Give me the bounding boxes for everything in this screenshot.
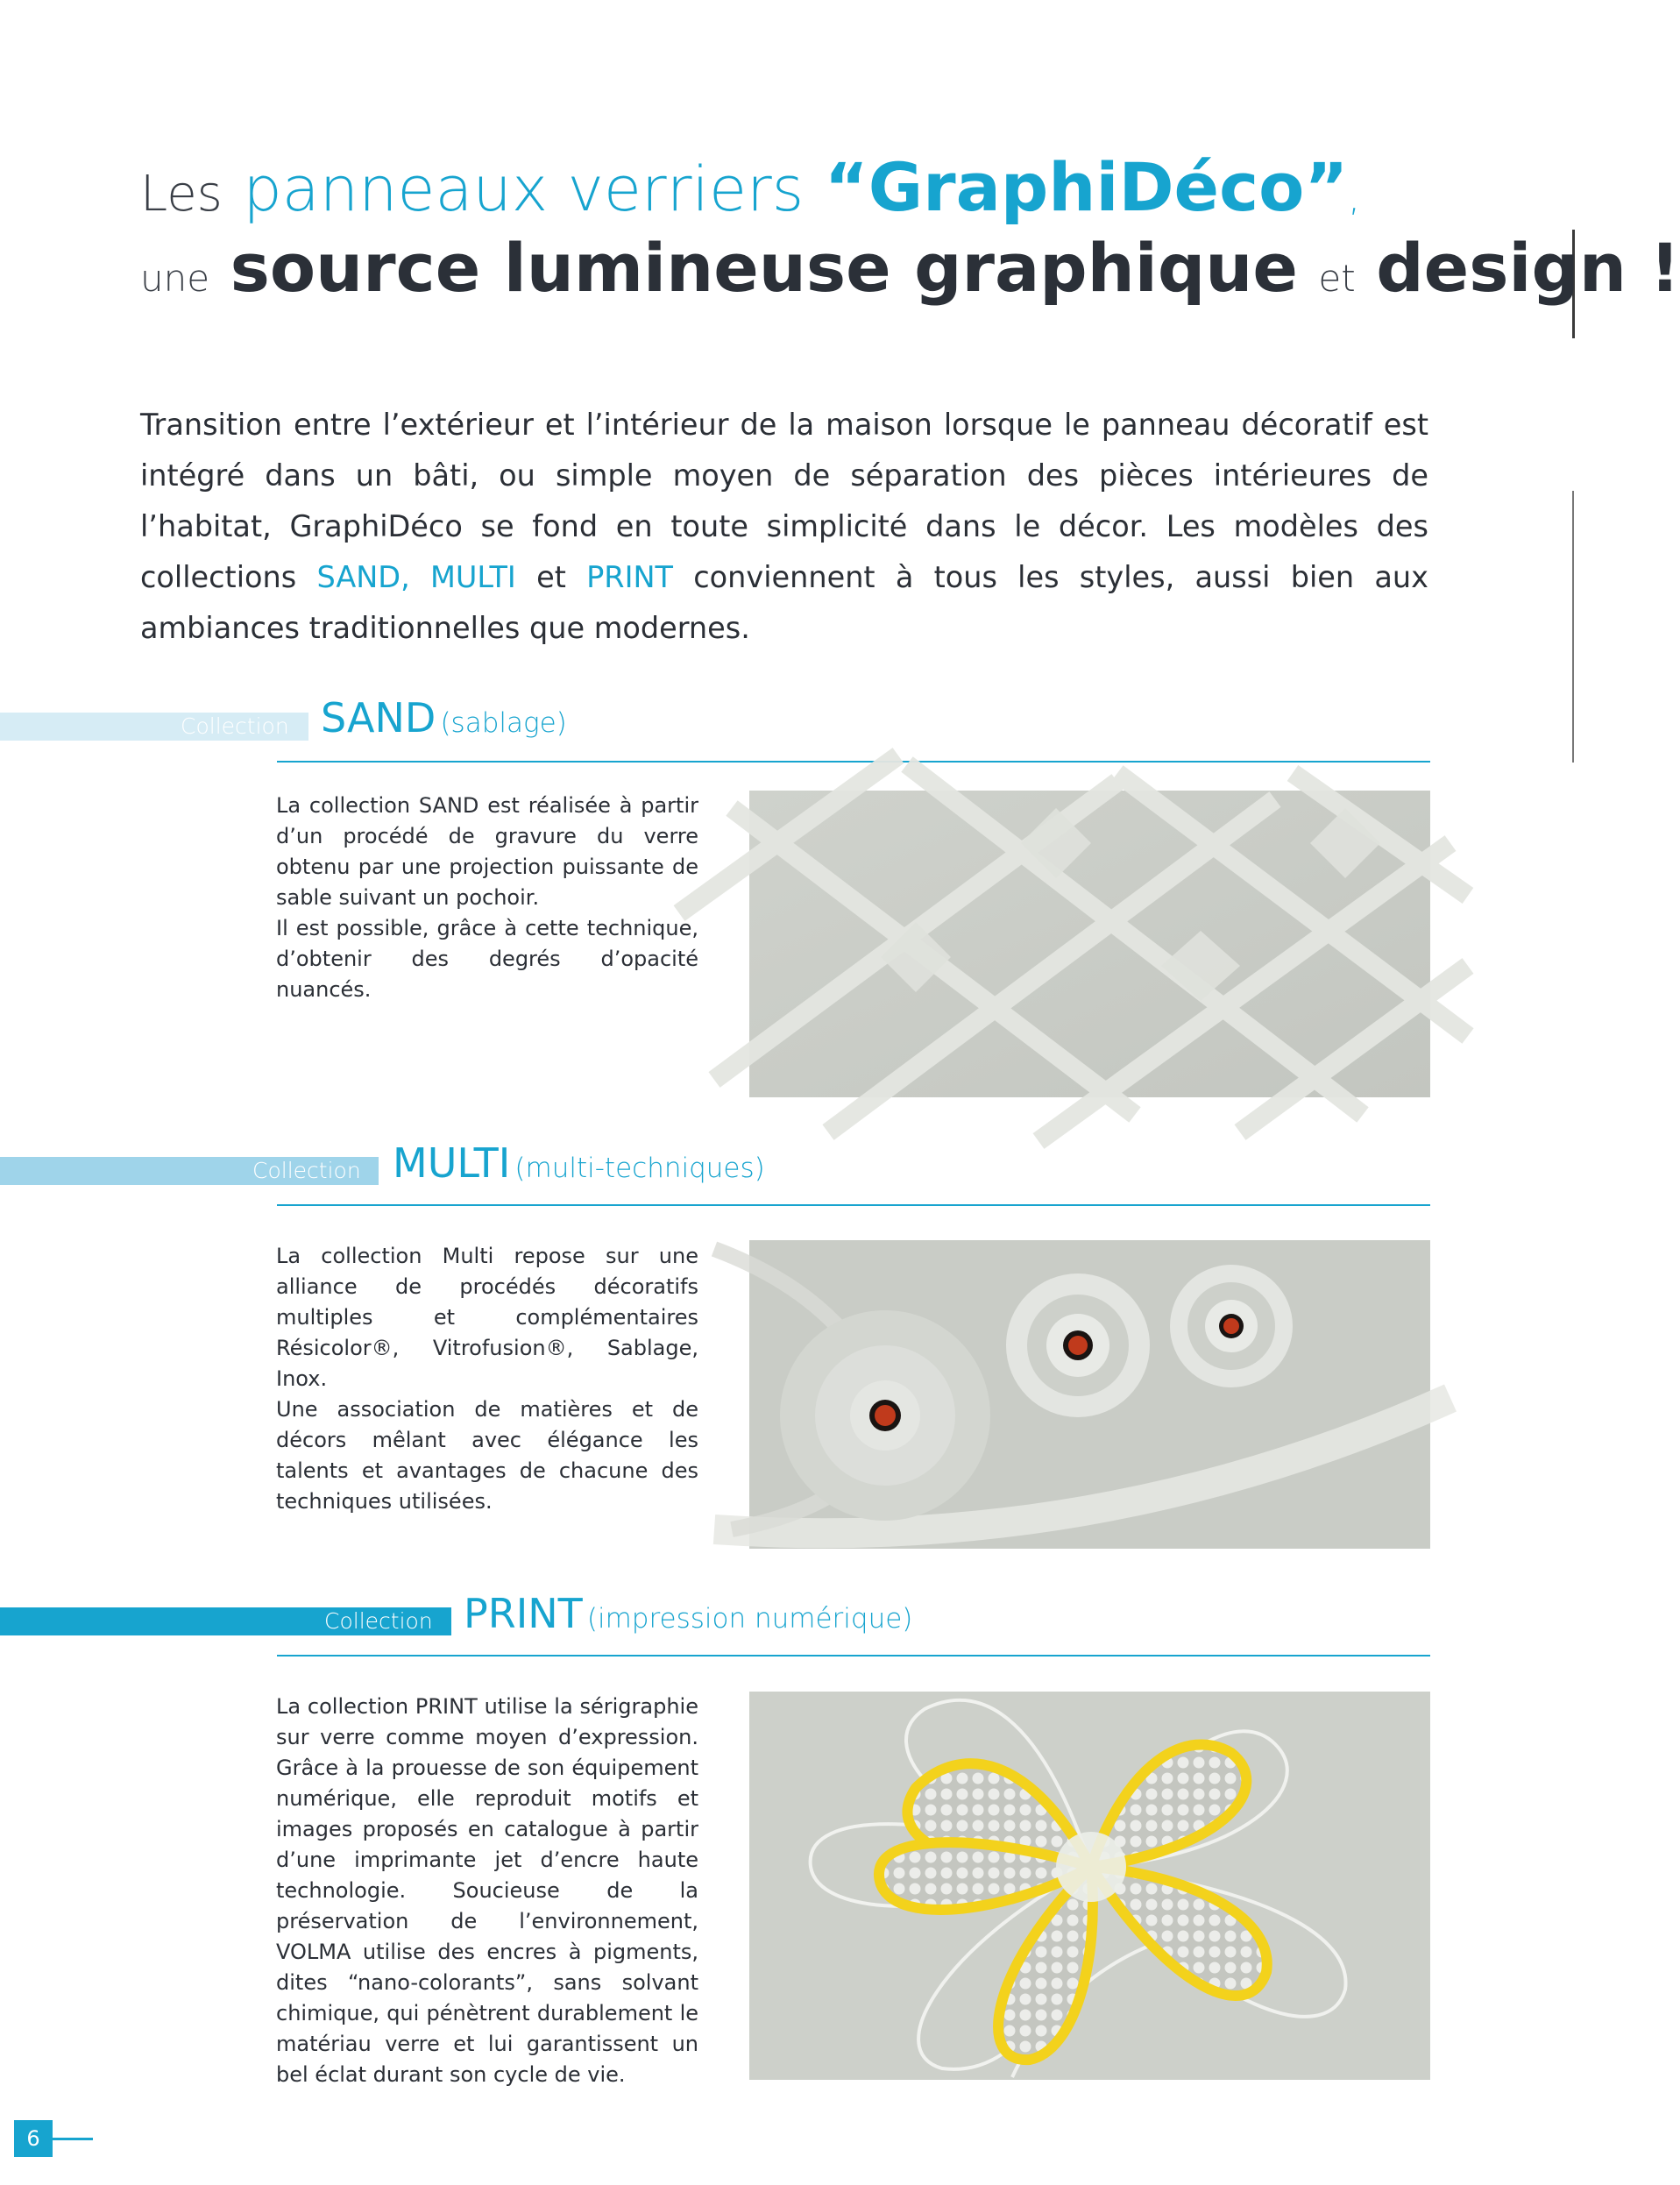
print-description <box>276 1692 698 2090</box>
title-une: une <box>140 257 210 301</box>
title-panneaux: panneaux verriers <box>243 153 805 225</box>
sand-name: SAND <box>321 694 436 741</box>
intro-text-1: Transition entre l’extérieur et l’intérieur de la maison lorsque le panneau décoratif est intégré dans un bâti, ou simple moyen de séparation des pièces intérieures de l’habitat, GraphiDéco se fond en toute simplicité dans le décor. Les modèles des collections <box>140 408 1428 594</box>
print-rule <box>277 1655 1430 1656</box>
page-number: 6 <box>14 2120 53 2157</box>
multi-band <box>0 1157 379 1185</box>
print-subtitle: (impression numérique) <box>586 1603 913 1635</box>
print-band <box>0 1607 451 1635</box>
multi-rule <box>277 1204 1430 1206</box>
intro-highlight-sand-multi: SAND, MULTI <box>316 560 516 594</box>
multi-subtitle: (multi-techniques) <box>514 1153 765 1184</box>
sand-subtitle: (sablage) <box>440 707 567 739</box>
multi-paragraph-1: La collection Multi repose sur une alliance de procédés décoratifs multiples et complémentaires Résicolor®, Vitrofusion®, Sablage, Inox. <box>276 1244 698 1391</box>
title-les: Les <box>140 166 223 223</box>
edge-mark-bottom <box>1572 491 1574 763</box>
print-name: PRINT <box>464 1590 583 1637</box>
multi-paragraph-2: Une association de matières et de décors mêlant avec élégance les talents et avantages de chacune des techniques utilisées. <box>276 1397 698 1514</box>
sand-rule <box>277 761 1430 763</box>
page-number-line <box>53 2138 93 2140</box>
title-line-2 <box>140 229 1680 308</box>
multi-photo <box>749 1240 1430 1549</box>
intro-text-2: et <box>515 560 587 594</box>
intro-text-3: conviennent à tous les styles, aussi bien aux ambiances traditionnelles que modernes. <box>140 560 1428 645</box>
title-comma: , <box>1348 175 1361 220</box>
print-heading <box>464 1590 912 1637</box>
page-title <box>140 148 1680 308</box>
sand-photo <box>749 791 1430 1097</box>
title-brand: “GraphiDéco” <box>824 148 1349 226</box>
sand-paragraph-1: La collection SAND est réalisée à partir d’un procédé de gravure du verre obtenu par une projection puissante de sable suivant un pochoir. <box>276 793 698 910</box>
sand-description <box>276 791 698 1005</box>
title-line-1 <box>140 149 1455 226</box>
intro-paragraph <box>140 400 1428 654</box>
print-photo <box>749 1692 1430 2080</box>
multi-description <box>276 1241 698 1517</box>
intro-highlight-print: PRINT <box>586 560 673 594</box>
multi-name: MULTI <box>393 1139 511 1187</box>
multi-band-label: Collection <box>252 1158 361 1183</box>
sand-paragraph-2: Il est possible, grâce à cette technique, d’obtenir des degrés d’opacité nuancés. <box>276 916 698 1002</box>
print-paragraph-1: La collection PRINT utilise la sérigraphie sur verre comme moyen d’expression. Grâce à la prouesse de son équipement numérique, elle reproduit motifs et images proposés en catalogue à partir d’une imprimante jet d’encre haute technologie. Soucieuse de la préservation de l’environnement, VOLMA utilise des encres à pigments, dites “nano-colorants”, sans solvant chimique, qui pénètrent durablement le matériau verre et lui garantissent un bel éclat durant son cycle de vie. <box>276 1694 698 2087</box>
sand-band-label: Collection <box>181 713 289 739</box>
title-source: source lumineuse graphique <box>230 229 1298 308</box>
title-design: design ! <box>1376 229 1680 308</box>
sand-heading <box>321 694 567 741</box>
print-band-label: Collection <box>324 1608 433 1634</box>
title-et: et <box>1318 257 1356 301</box>
sand-band <box>0 713 308 741</box>
multi-heading <box>393 1139 765 1187</box>
